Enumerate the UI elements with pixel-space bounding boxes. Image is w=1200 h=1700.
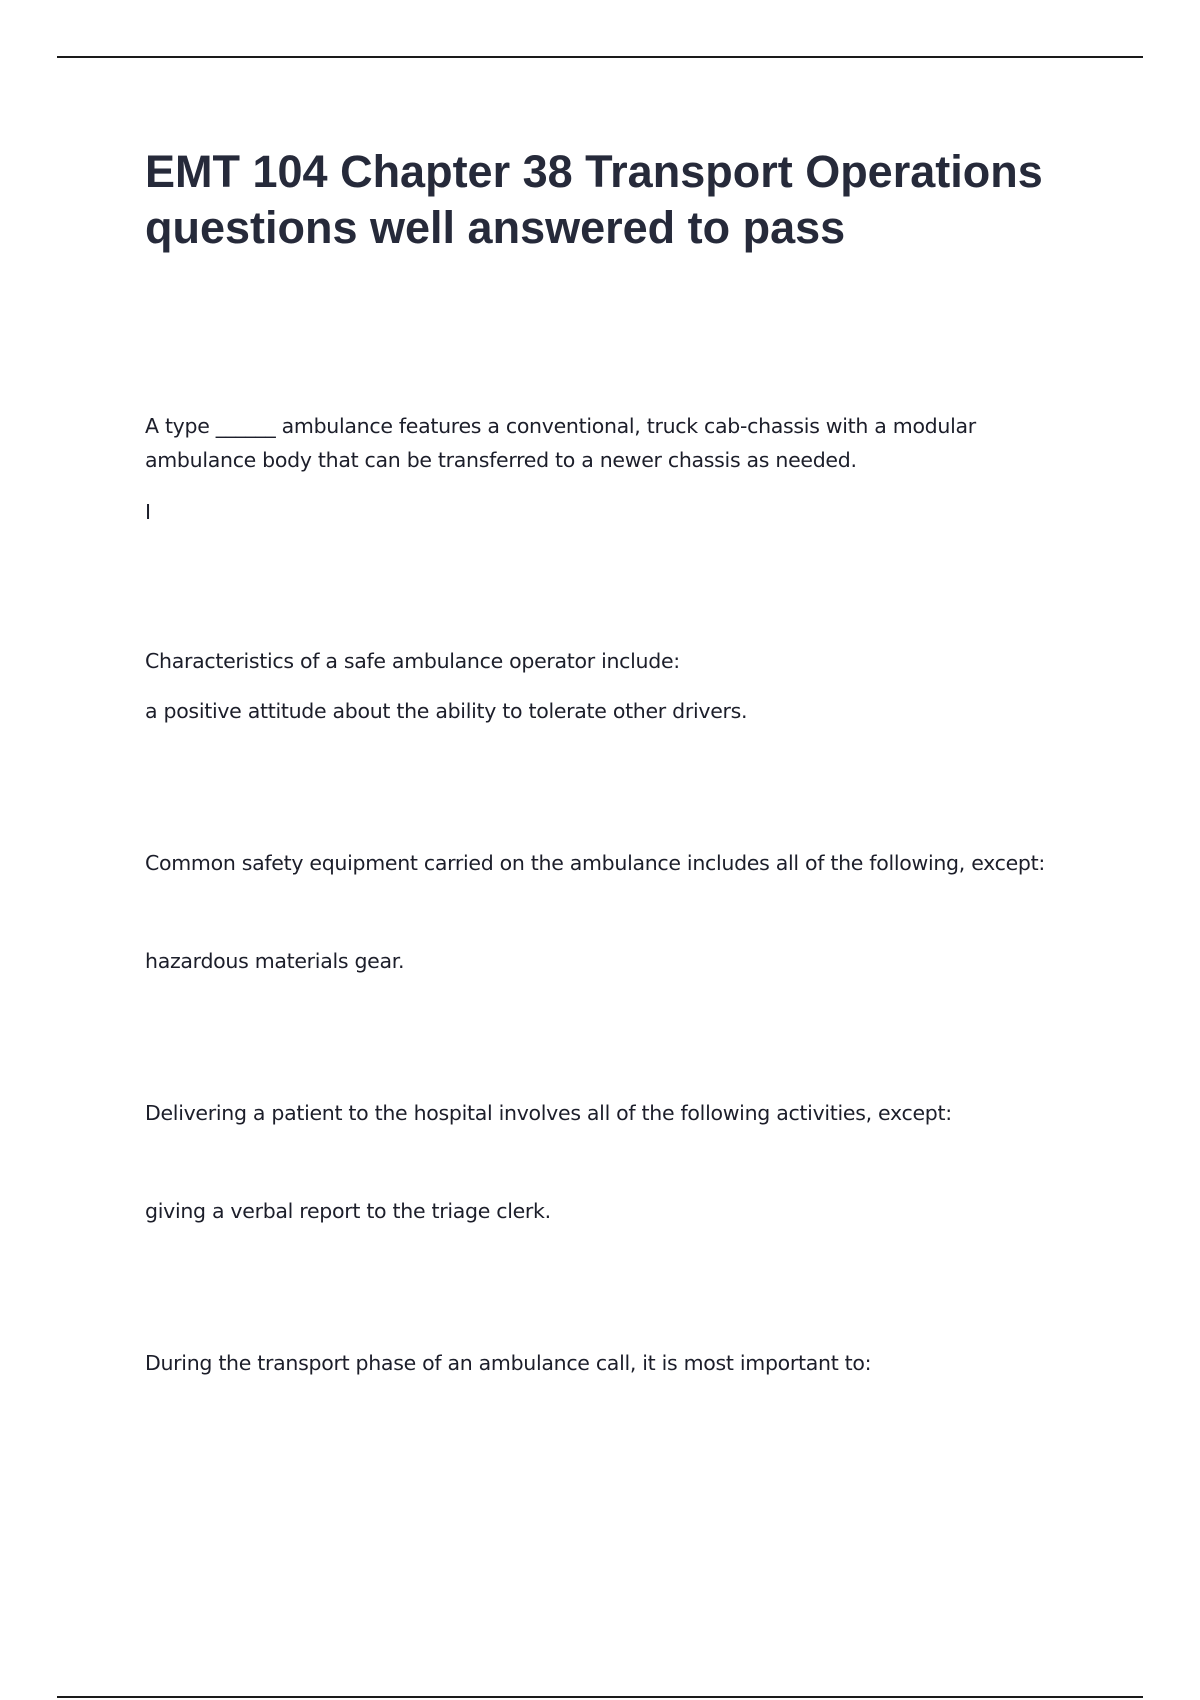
answer-1: I (145, 500, 151, 524)
answer-2: a positive attitude about the ability to tolerate other drivers. (145, 699, 748, 723)
question-4: Delivering a patient to the hospital involves all of the following activities, except: (145, 1101, 952, 1125)
question-5: During the transport phase of an ambulance call, it is most important to: (145, 1351, 872, 1375)
header-rule (57, 56, 1143, 58)
question-3: Common safety equipment carried on the ambulance includes all of the following, except: (145, 851, 1045, 875)
question-1: A type ______ ambulance features a conventional, truck cab-chassis with a modular ambulance body that can be transferred to a newer chassis as needed. (145, 414, 976, 472)
answer-4: giving a verbal report to the triage clerk. (145, 1199, 551, 1223)
footer-rule (57, 1696, 1143, 1698)
document-title: EMT 104 Chapter 38 Transport Operations questions well answered to pass (145, 146, 1043, 253)
answer-3: hazardous materials gear. (145, 949, 405, 973)
question-2: Characteristics of a safe ambulance operator include: (145, 649, 680, 673)
